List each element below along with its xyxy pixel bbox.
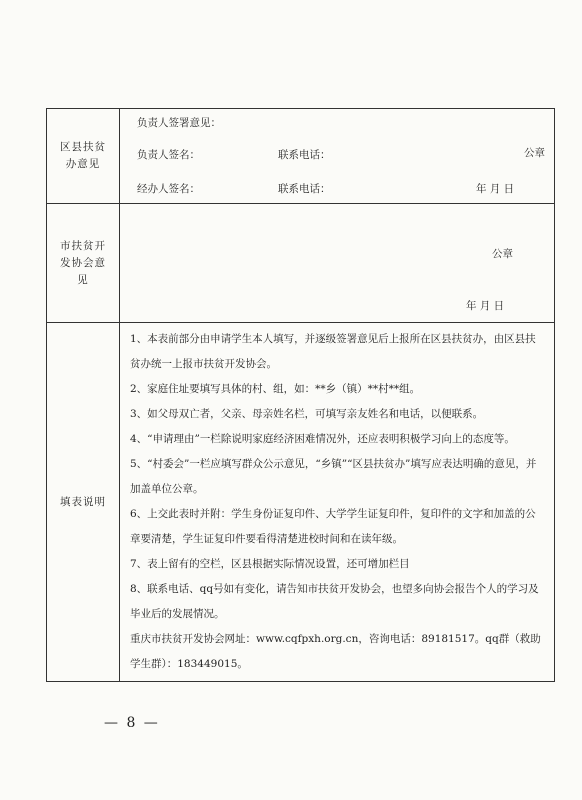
phone-label-1: 联系电话： [278,149,331,161]
city-association-label-text: 市扶贫开发协会意见 [60,239,106,286]
date-label-2: 年 月 日 [466,300,505,312]
form-table [46,108,555,682]
instruction-item: 7、表上留有的空栏，区县根据实际情况设置，还可增加栏目 [130,558,410,570]
city-association-opinion-cell [120,204,555,323]
instructions-cell [120,323,555,682]
page-number: — 8 — [104,715,160,731]
county-office-opinion-cell [120,109,555,204]
instruction-item: 4、“申请理由”一栏除说明家庭经济困难情况外，还应表明积极学习向上的态度等。 [130,433,515,445]
seal-label-1: 公章 [524,147,545,159]
instructions-label [47,323,120,682]
signer-label: 负责人签名： [137,149,200,161]
county-office-label-text: 区县扶贫办意见 [60,141,106,170]
seal-label-2: 公章 [492,248,513,260]
handler-label: 经办人签名： [137,183,200,195]
instruction-item: 8、联系电话、qq号如有变化，请告知市扶贫开发协会，也望多向协会报告个人的学习及毕业后的发展情况。 [130,583,539,620]
date-label-1: 年 月 日 [476,183,515,195]
opinion-label: 负责人签署意见： [137,117,221,129]
instruction-item: 3、如父母双亡者，父亲、母亲姓名栏，可填写亲友姓名和电话，以便联系。 [130,408,484,420]
instructions-label-text: 填表说明 [60,495,106,508]
instruction-item: 5、“村委会”一栏应填写群众公示意见，“乡镇”“区县扶贫办”填写应表达明确的意见，并加盖单位公章。 [130,458,537,495]
instruction-item: 2、家庭住址要填写具体的村、组，如：**乡（镇）**村**组。 [130,383,421,395]
county-office-label [47,109,120,204]
contact-info: 重庆市扶贫开发协会网址：www.cqfpxh.org.cn，咨询电话：89181517。qq群（救助学生群）：183449015。 [130,633,541,670]
instruction-item: 1、本表前部分由申请学生本人填写，并逐级签署意见后上报所在区县扶贫办，由区县扶贫办统一上报市扶贫开发协会。 [130,333,536,370]
city-association-label [47,204,120,323]
instruction-item: 6、上交此表时并附：学生身份证复印件、大学学生证复印件，复印件的文字和加盖的公章要清楚，学生证复印件要看得清楚进校时间和在读年级。 [130,508,536,545]
phone-label-2: 联系电话： [278,183,331,195]
